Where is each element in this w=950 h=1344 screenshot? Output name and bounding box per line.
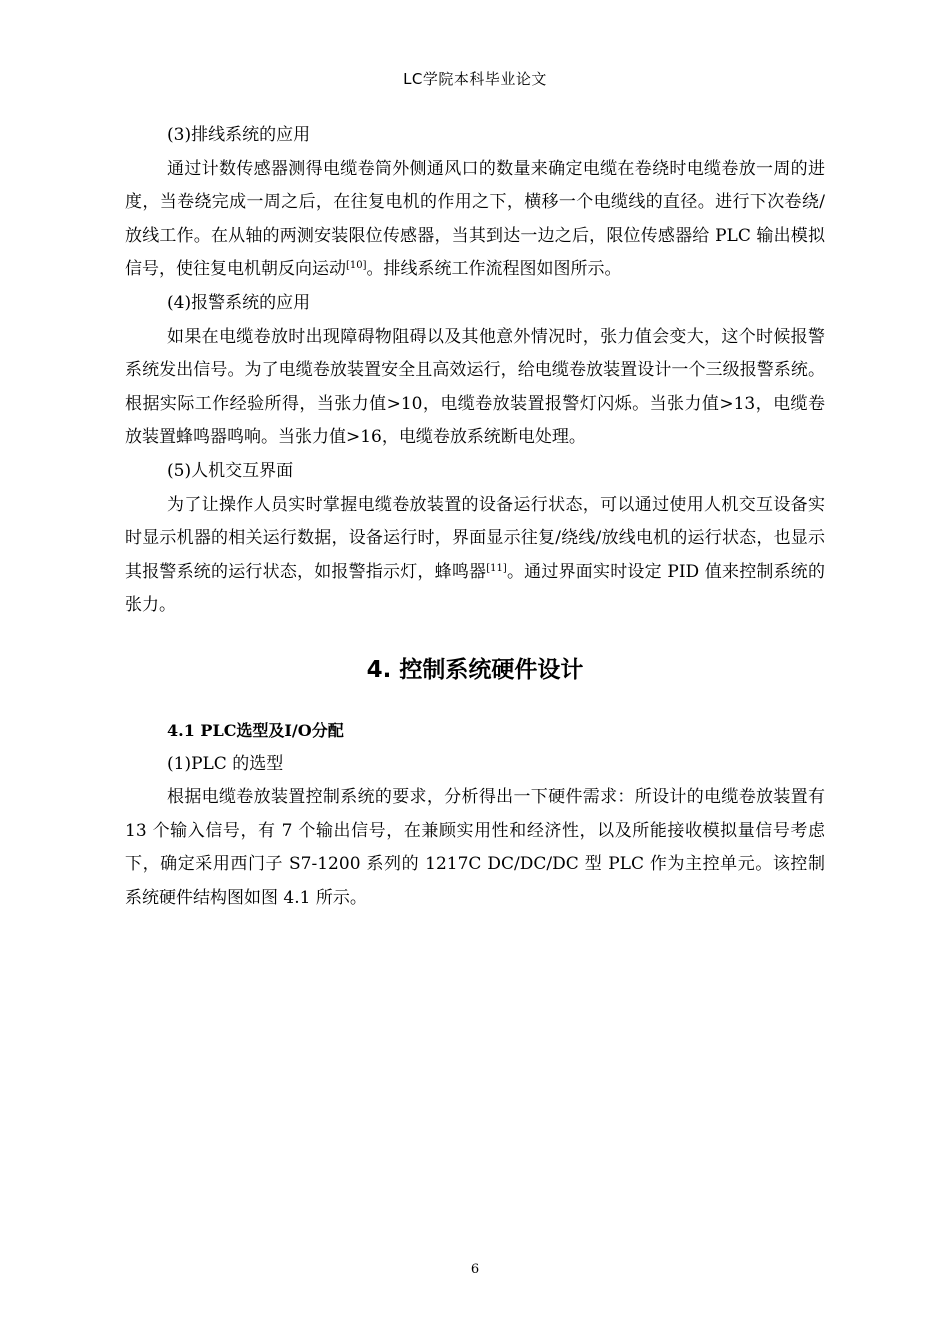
paragraph-text: 通过计数传感器测得电缆卷筒外侧通风口的数量来确定电缆在卷绕时电缆卷放一周的进度，当卷绕完成一周之后，在往复电机的作用之下，横移一个电缆线的直径。进行下次卷绕/放线工作。在从轴的两测安装限位传感器，当其到达一边之后，限位传感器给 PLC 输出模拟信号，使往复电机朝反向运动 [125, 158, 825, 280]
citation-ref: [11] [486, 562, 507, 574]
paragraph-text: 。排线系统工作流程图如图所示。 [366, 259, 622, 280]
page-number: 6 [470, 1262, 480, 1277]
document-body [125, 119, 825, 915]
chapter-title: 4. 控制系统硬件设计 [366, 656, 584, 683]
section-title: 4.1 PLC选型及I/O分配 [167, 720, 344, 740]
page-header: LC学院本科毕业论文 [403, 70, 547, 88]
citation-ref: [10] [346, 260, 367, 272]
paragraph-plc-selection: 根据电缆卷放装置控制系统的要求，分析得出一下硬件需求：所设计的电缆卷放装置有 13 个输入信号，有 7 个输出信号，在兼顾实用性和经济性，以及所能接收模拟量信号考虑下，确定采用西门子 S7-1200 系列的 1217C DC/DC/DC 型 PLC 作为主控单元。该控制系统硬件结构图如图 4.1 所示。 [125, 787, 825, 908]
subheading-plc-selection: (1)PLC 的选型 [167, 753, 284, 774]
paragraph-text: 为了让操作人员实时掌握电缆卷放装置的设备运行状态，可以通过使用人机交互设备实时显示机器的相关运行数据，设备运行时，界面显示往复/绕线/放线电机的运行状态，也显示其报警系统的运行状态，如报警指示灯，蜂鸣器 [125, 494, 825, 582]
paragraph-line-arrangement [125, 153, 825, 287]
paragraph-alarm-system: 如果在电缆卷放时出现障碍物阻碍以及其他意外情况时，张力值会变大，这个时候报警系统发出信号。为了电缆卷放装置安全且高效运行，给电缆卷放装置设计一个三级报警系统。根据实际工作经验所得，当张力值>10，电缆卷放装置报警灯闪烁。当张力值>13，电缆卷放装置蜂鸣器鸣响。当张力值>16，电缆卷放系统断电处理。 [125, 326, 825, 448]
subheading-line-arrangement: (3)排线系统的应用 [167, 125, 311, 145]
paragraph-text: 。通过界面实时设定 PID 值来控制系统的张力。 [125, 561, 826, 616]
subheading-hmi: (5)人机交互界面 [167, 460, 294, 481]
paragraph-hmi [125, 489, 825, 623]
subheading-alarm-system: (4)报警系统的应用 [167, 292, 311, 313]
